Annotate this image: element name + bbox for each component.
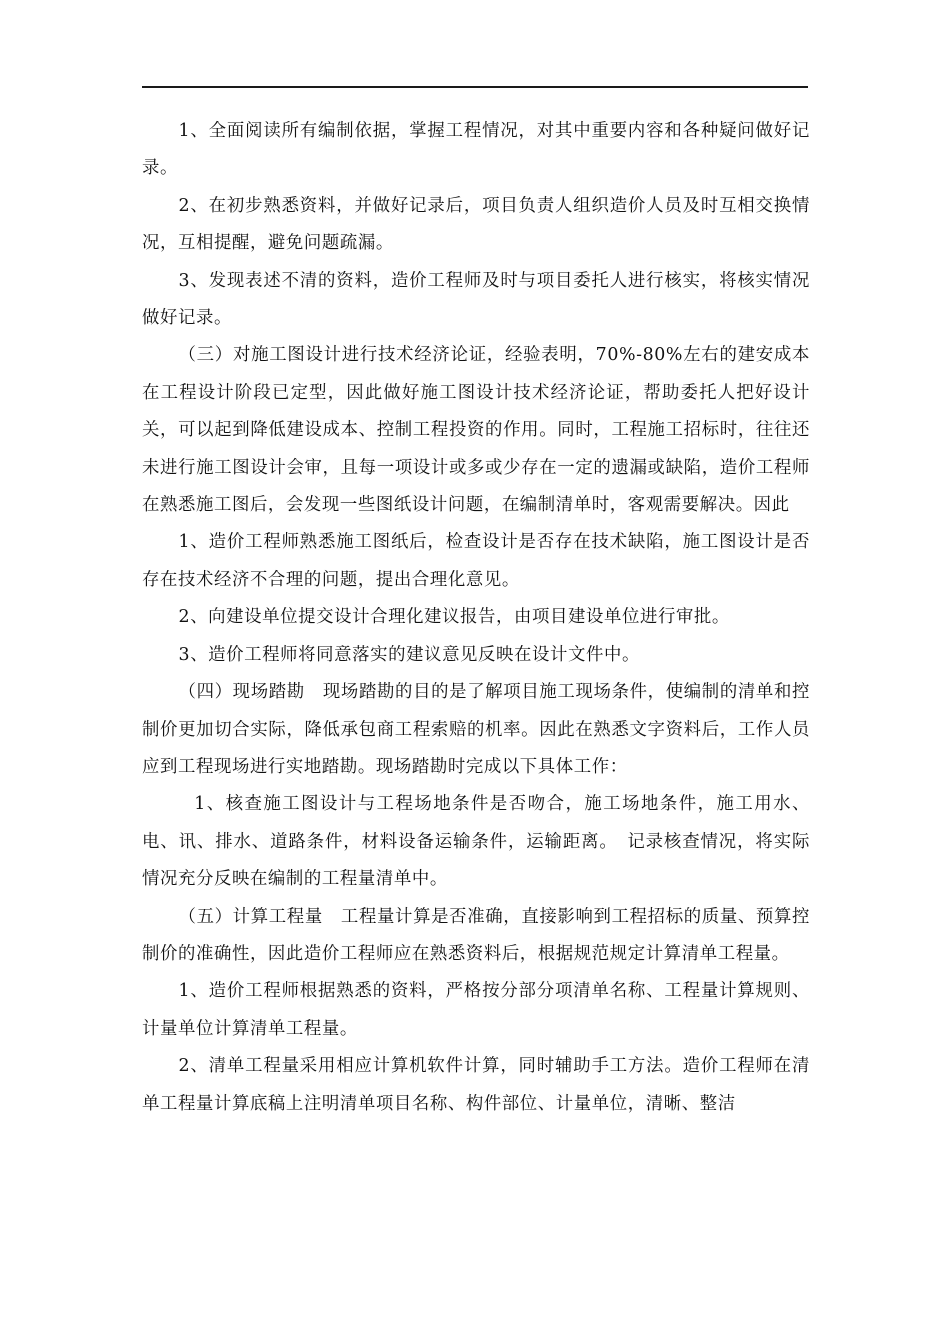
paragraph-9: 1、核查施工图设计与工程场地条件是否吻合，施工场地条件，施工用水、电、讯、排水、道路条件，材料设备运输条件，运输距离。 记录核查情况，将实际情况充分反映在编制的工程量清单中。 — [142, 794, 810, 890]
section-five-paragraph: （五）计算工程量 工程量计算是否准确，直接影响到工程招标的质量、预算控制价的准确性，因此造价工程师应在熟悉资料后，根据规范规定计算清单工程量。 — [142, 906, 810, 964]
document-body — [142, 113, 810, 1123]
paragraph-1: 1、全面阅读所有编制依据，掌握工程情况，对其中重要内容和各种疑问做好记录。 — [142, 121, 810, 179]
paragraph-2: 2、在初步熟悉资料，并做好记录后，项目负责人组织造价人员及时互相交换情况，互相提醒，避免问题疏漏。 — [142, 195, 810, 254]
paragraph-6: 2、向建设单位提交设计合理化建议报告，由项目建设单位进行审批。 — [178, 607, 730, 628]
paragraph-7: 3、造价工程师将同意落实的建议意见反映在设计文件中。 — [178, 644, 640, 665]
paragraph-5: 1、造价工程师熟悉施工图纸后，检查设计是否存在技术缺陷，施工图设计是否存在技术经济不合理的问题，提出合理化意见。 — [142, 532, 810, 590]
header-rule — [142, 86, 808, 88]
paragraph-11: 1、造价工程师根据熟悉的资料，严格按分部分项清单名称、工程量计算规则、计量单位计算清单工程量。 — [142, 981, 810, 1039]
section-three-paragraph: （三）对施工图设计进行技术经济论证，经验表明，70%-80%左右的建安成本在工程设计阶段已定型，因此做好施工图设计技术经济论证，帮助委托人把好设计关，可以起到降低建设成本、控制工程投资的作用。同时，工程施工招标时，往往还未进行施工图设计会审，且每一项设计或多或少存在一定的遗漏或缺陷，造价工程师在熟悉施工图后，会发现一些图纸设计问题，在编制清单时，客观需要解决。因此 — [142, 345, 810, 516]
paragraph-12: 2、清单工程量采用相应计算机软件计算，同时辅助手工方法。造价工程师在清单工程量计算底稿上注明清单项目名称、构件部位、计量单位，清晰、整洁 — [142, 1056, 810, 1114]
paragraph-3: 3、发现表述不清的资料，造价工程师及时与项目委托人进行核实，将核实情况做好记录。 — [142, 270, 810, 329]
section-four-paragraph: （四）现场踏勘 现场踏勘的目的是了解项目施工现场条件，使编制的清单和控制价更加切合实际，降低承包商工程索赔的机率。因此在熟悉文字资料后，工作人员应到工程现场进行实地踏勘。现场踏勘时完成以下具体工作： — [142, 682, 810, 777]
